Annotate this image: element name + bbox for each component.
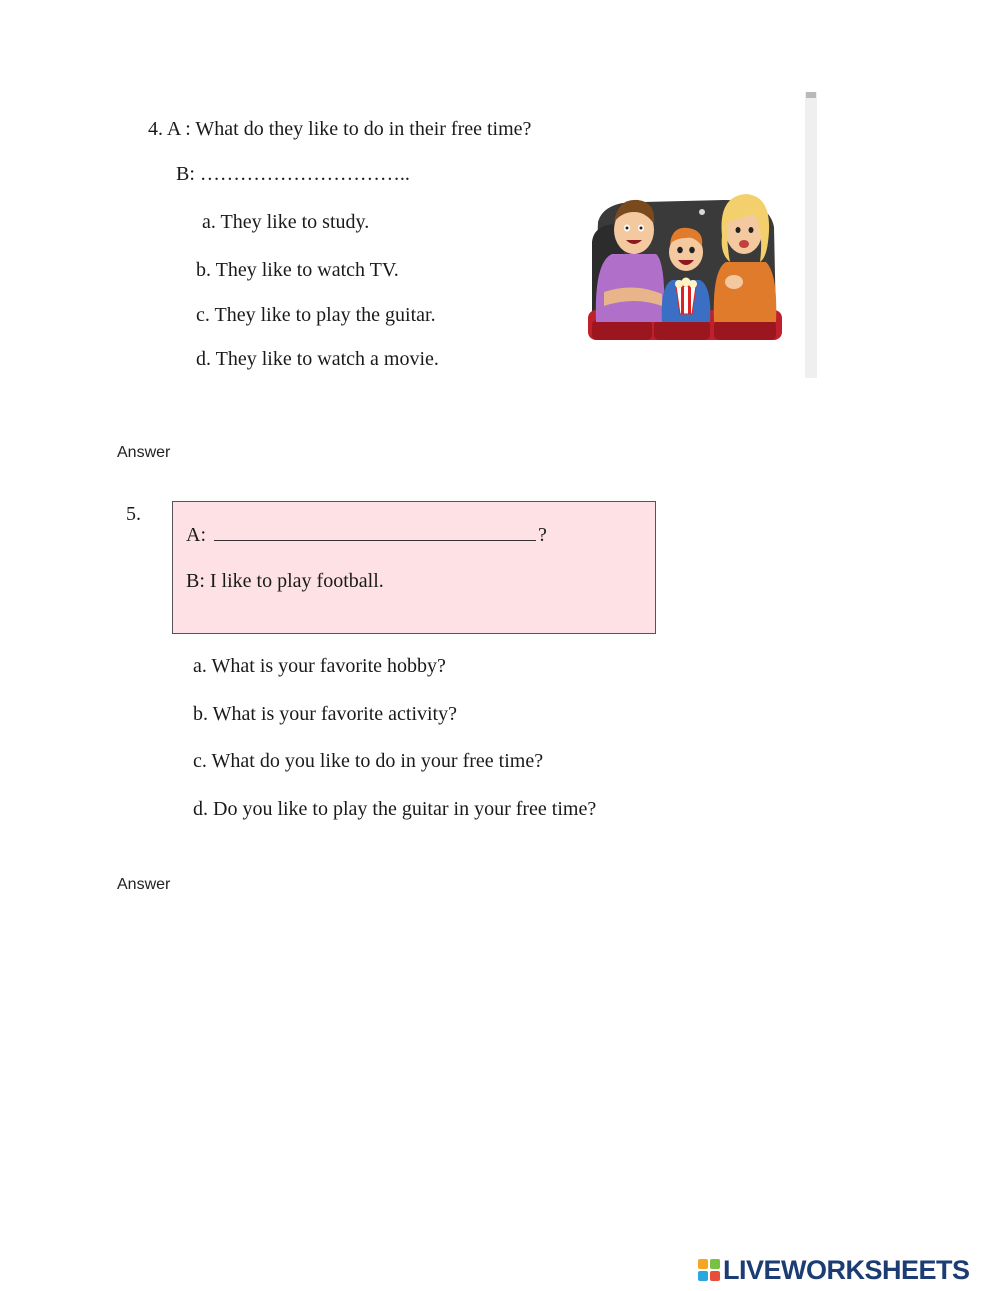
q4-option-b: b. They like to watch TV. bbox=[196, 259, 399, 281]
family-movie-illustration bbox=[584, 182, 782, 344]
q4-option-a: a. They like to study. bbox=[202, 211, 370, 233]
logo-square-1 bbox=[698, 1259, 708, 1269]
scrollbar-track[interactable] bbox=[805, 92, 817, 378]
q5-answer-blank bbox=[214, 522, 536, 541]
q5-option-c: c. What do you like to do in your free time? bbox=[193, 750, 544, 772]
logo-square-3 bbox=[698, 1271, 708, 1281]
q5-option-a: a. What is your favorite hobby? bbox=[193, 655, 446, 677]
q5-option-b: b. What is your favorite activity? bbox=[193, 703, 457, 725]
logo-mark-icon bbox=[698, 1259, 720, 1281]
q5-dialogue-box bbox=[172, 501, 656, 634]
q4-option-d: d. They like to watch a movie. bbox=[196, 348, 439, 370]
logo-square-2 bbox=[710, 1259, 720, 1269]
liveworksheets-logo bbox=[698, 1256, 970, 1284]
q5-number: 5. bbox=[126, 503, 141, 525]
q4-option-c: c. They like to play the guitar. bbox=[196, 304, 436, 326]
q4-b-line: B: ………………………….. bbox=[176, 163, 410, 185]
answer-label-q4: Answer bbox=[117, 444, 171, 461]
q4-question: 4. A : What do they like to do in their free time? bbox=[148, 118, 532, 140]
q5-option-d: d. Do you like to play the guitar in your free time? bbox=[193, 798, 597, 820]
logo-text: LIVEWORKSHEETS bbox=[723, 1254, 970, 1285]
answer-label-q5: Answer bbox=[117, 876, 171, 893]
q5-b-line: B: I like to play football. bbox=[186, 570, 384, 592]
logo-square-4 bbox=[710, 1271, 720, 1281]
q5-a-question-mark: ? bbox=[538, 524, 547, 546]
q5-a-label: A: bbox=[186, 524, 206, 546]
scrollbar-thumb[interactable] bbox=[806, 92, 816, 98]
q5-a-line bbox=[186, 522, 547, 547]
